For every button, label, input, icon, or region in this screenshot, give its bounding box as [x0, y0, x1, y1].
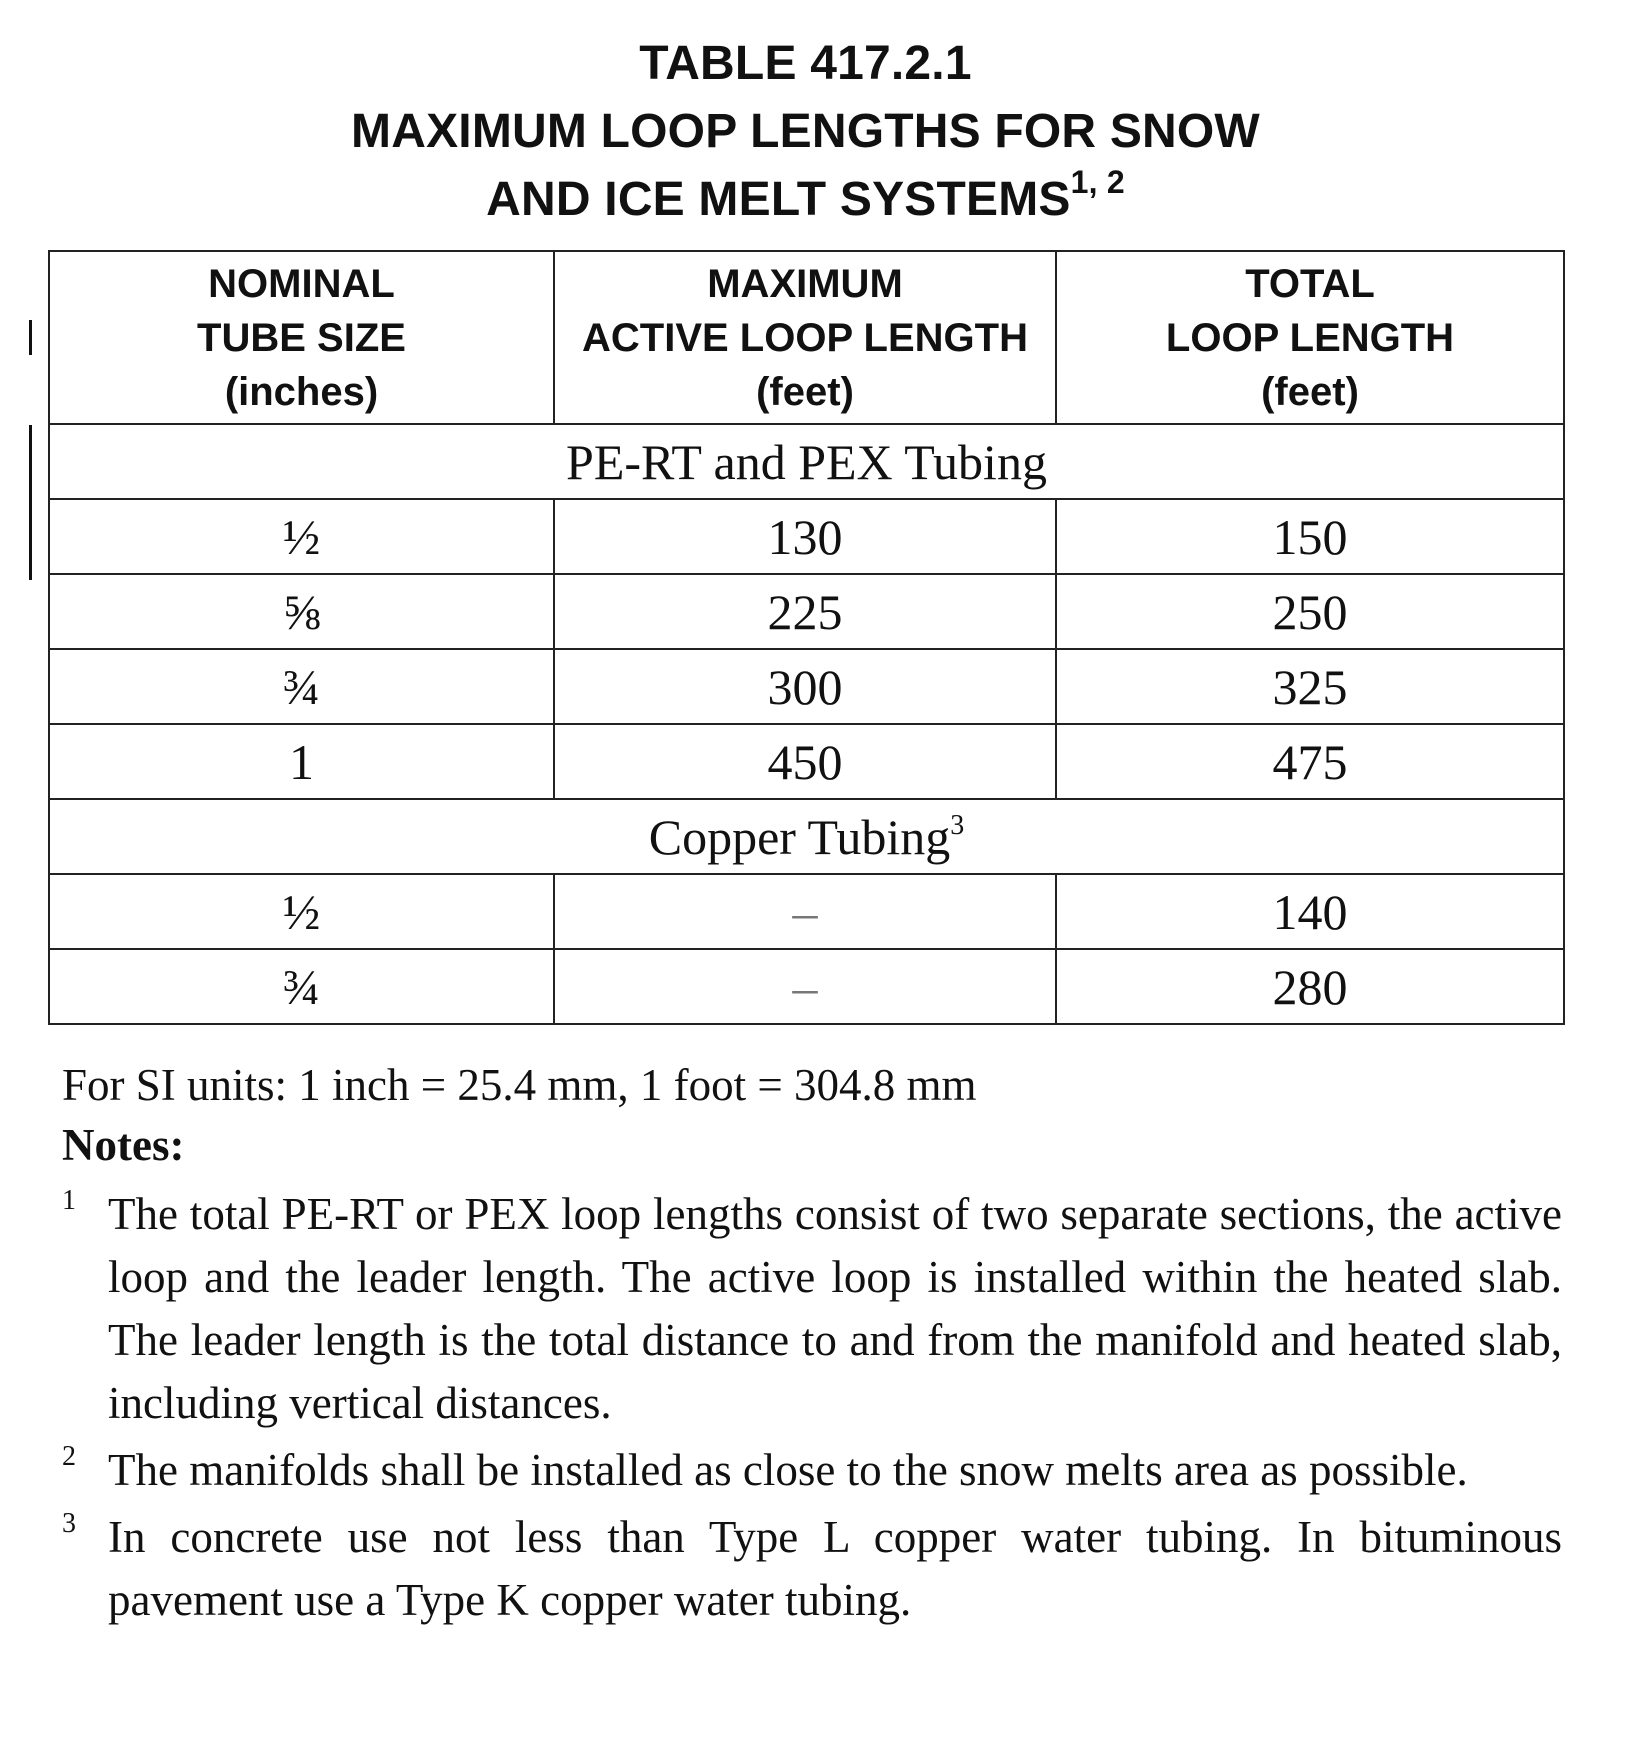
tube-size-cell: ¾: [49, 949, 554, 1024]
table-title-text: AND ICE MELT SYSTEMS: [486, 173, 1071, 226]
group-title-text: Copper Tubing: [648, 808, 951, 865]
footnote-number: 3: [62, 1508, 76, 1539]
tube-size-cell: ¾: [49, 649, 554, 724]
header-line: (inches): [224, 369, 379, 414]
table-row: [49, 499, 1564, 574]
footnote-text: In concrete use not less than Type L copper water tubing. In bituminous pavement use a Type K copper water tubing.: [108, 1512, 1562, 1625]
footnote-text: The total PE-RT or PEX loop lengths consist of two separate sections, the active loop and the leader length. The active loop is installed within the heated slab. The leader length is the total distance to and from the manifold and heated slab, including vertical distances.: [108, 1189, 1562, 1428]
active-length-cell: 300: [554, 649, 1056, 724]
table-row: [49, 724, 1564, 799]
loop-length-table: [48, 250, 1565, 1025]
header-line: TOTAL: [1245, 261, 1375, 306]
si-units-note: For SI units: 1 inch = 25.4 mm, 1 foot = 304.8 mm: [62, 1060, 977, 1110]
footnote-number: 2: [62, 1441, 76, 1472]
table-title-line: MAXIMUM LOOP LENGTHS FOR SNOW: [351, 105, 1260, 158]
tube-size-cell: ⅝: [49, 574, 554, 649]
footnote: [62, 1506, 1562, 1632]
footnote-text: The manifolds shall be installed as close to the snow melts area as possible.: [108, 1445, 1468, 1495]
footnote-number: 1: [62, 1185, 76, 1216]
tube-size-cell: ½: [49, 499, 554, 574]
footnote: [62, 1439, 1562, 1502]
total-length-cell: 150: [1056, 499, 1564, 574]
footnote-ref: 1, 2: [1070, 164, 1125, 200]
header-row: [49, 251, 1564, 424]
total-length-cell: 325: [1056, 649, 1564, 724]
total-length-cell: 250: [1056, 574, 1564, 649]
tube-size-cell: 1: [49, 724, 554, 799]
table-title-line: [48, 166, 1563, 234]
group-row: [49, 424, 1564, 499]
table-number: TABLE 417.2.1: [639, 37, 972, 90]
total-length-cell: 475: [1056, 724, 1564, 799]
active-length-cell: 225: [554, 574, 1056, 649]
header-line: LOOP LENGTH: [1165, 315, 1455, 360]
header-line: ACTIVE LOOP LENGTH: [582, 315, 1028, 360]
notes-heading: Notes:: [62, 1120, 185, 1170]
active-length-cell: –: [554, 949, 1056, 1024]
header-total-loop-length: [1056, 251, 1564, 424]
header-active-loop-length: [554, 251, 1056, 424]
table-row: [49, 649, 1564, 724]
header-line: (feet): [756, 369, 854, 414]
group-title: [49, 799, 1564, 874]
change-bar: [29, 425, 32, 580]
table-footer: [62, 1055, 1562, 1632]
header-line: NOMINAL: [208, 261, 395, 306]
active-length-cell: 450: [554, 724, 1056, 799]
group-row: [49, 799, 1564, 874]
header-line: MAXIMUM: [707, 261, 903, 306]
tube-size-cell: ½: [49, 874, 554, 949]
table-caption: [48, 30, 1563, 234]
total-length-cell: 140: [1056, 874, 1564, 949]
footnote: [62, 1183, 1562, 1435]
header-line: (feet): [1261, 369, 1359, 414]
group-title: [49, 424, 1564, 499]
group-title-text: PE-RT and PEX Tubing: [566, 433, 1047, 490]
table-row: [49, 874, 1564, 949]
change-bar: [29, 320, 32, 355]
active-length-cell: –: [554, 874, 1056, 949]
header-line: TUBE SIZE: [197, 315, 406, 360]
header-tube-size: [49, 251, 554, 424]
table-row: [49, 949, 1564, 1024]
active-length-cell: 130: [554, 499, 1056, 574]
total-length-cell: 280: [1056, 949, 1564, 1024]
table-row: [49, 574, 1564, 649]
footnote-ref: 3: [950, 809, 965, 841]
